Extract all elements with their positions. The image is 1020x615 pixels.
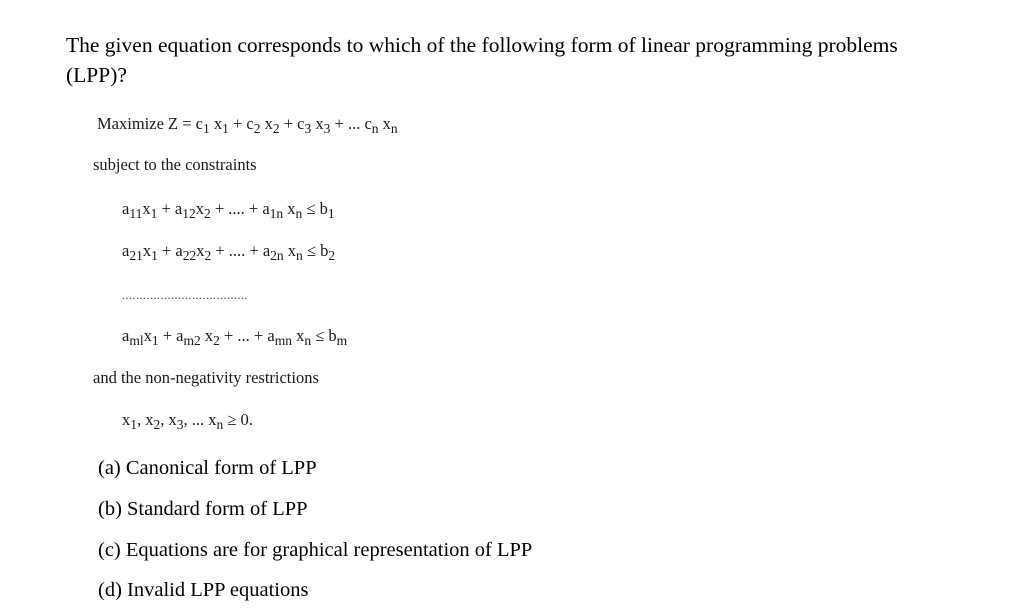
- non-negativity-equation: $x_1$, $x_2$, $x_3$, ... $x_n \ge 0$.: [122, 410, 253, 432]
- option-c[interactable]: (c) Equations are for graphical representation of LPP: [98, 539, 533, 561]
- non-negativity-label: and the non-negativity restrictions: [93, 368, 319, 387]
- objective-function: Maximize $Z = c_1$ $x_1 + c_2$ $x_2 + c_3$ $x_3$ + ... $c_n$ $x_n$: [97, 114, 398, 136]
- ellipsis-row: ....................................: [122, 288, 248, 302]
- question-text: [66, 30, 986, 90]
- question-line-2: (LPP)?: [66, 63, 127, 87]
- option-d[interactable]: (d) Invalid LPP equations: [98, 579, 309, 601]
- option-a[interactable]: (a) Canonical form of LPP: [98, 457, 317, 479]
- question-line-1: The given equation corresponds to which of the following form of linear programming problems: [66, 33, 898, 57]
- constraint-1: $a_{11}x_1 + a_{12}x_2$ + .... + $a_{1n}$ $x_n \le b_1$: [122, 199, 335, 221]
- constraint-m: $a_{ml}x_1 + a_{m2}$ $x_2$ + ... + $a_{mn}$ $x_n \le b_m$: [122, 326, 348, 348]
- option-b[interactable]: (b) Standard form of LPP: [98, 498, 308, 520]
- constraint-2: $a_{21}x_1 + a_{22}x_2$ + .... + $a_{2n}$ $x_n \le b_2$: [122, 241, 336, 263]
- subject-to-label: subject to the constraints: [93, 155, 257, 174]
